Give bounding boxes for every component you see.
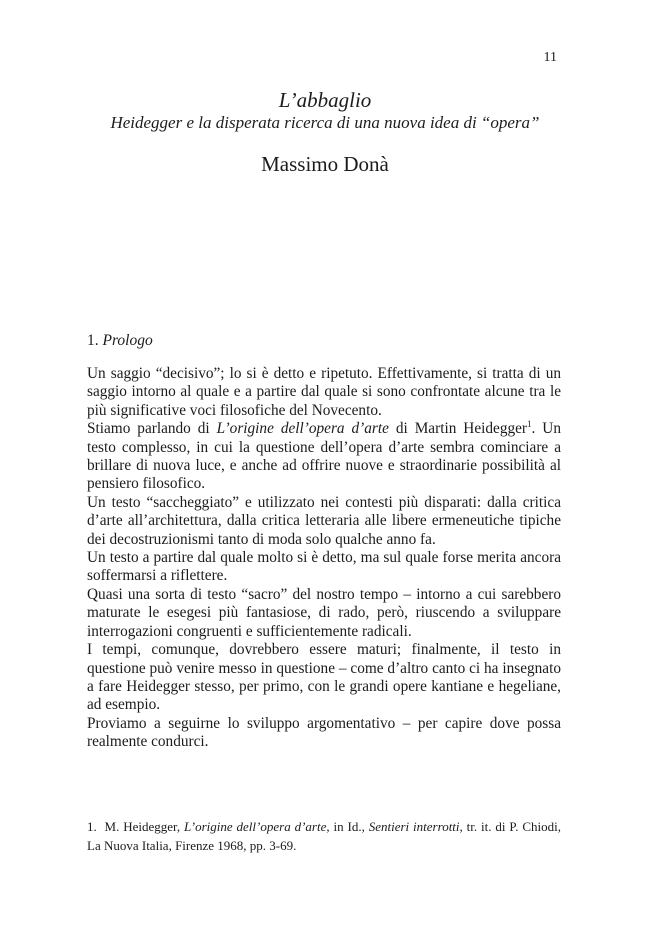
chapter-subtitle: Heidegger e la disperata ricerca di una nuova idea di “opera” bbox=[110, 113, 540, 132]
footnote-number: 1. bbox=[87, 819, 97, 834]
section-title: Prologo bbox=[102, 332, 153, 349]
paragraph-text: di Martin Heidegger bbox=[388, 420, 528, 438]
paragraph: Proviamo a seguirne lo sviluppo argomentativo – per capire dove possa realmente condurci. bbox=[87, 714, 561, 751]
section-number: 1. bbox=[87, 332, 99, 349]
footnote-text: , in Id., bbox=[326, 819, 369, 834]
paragraph: Un testo “saccheggiato” e utilizzato nei contesti più disparati: dalla critica d’arte all’architettura, dalla critica letteraria alle libere ermeneutiche tipiche dei decostruzionismi tanto di moda solo qualche anno fa. bbox=[87, 493, 561, 548]
footnote-text: , tr. it. di P. Chiodi, La Nuova Italia, Firenze 1968, pp. 3-69. bbox=[87, 819, 561, 853]
paragraph-text: Stiamo parlando di bbox=[87, 420, 217, 438]
paragraph bbox=[87, 420, 561, 494]
footnote-reference[interactable]: 1 bbox=[527, 419, 532, 430]
paragraph: Quasi una sorta di testo “sacro” del nostro tempo – intorno a cui sarebbero maturate le esegesi più fantasiose, di rado, però, riuscendo a sviluppare interrogazioni congruenti e sufficientemente radicali. bbox=[87, 585, 561, 640]
footnote-book-title: Sentieri interrotti bbox=[368, 819, 460, 834]
page-number: 11 bbox=[543, 50, 557, 65]
chapter-header bbox=[0, 88, 650, 177]
paragraph: Un testo a partire dal quale molto si è detto, ma sul quale forse merita ancora soffermarsi a riflettere. bbox=[87, 549, 561, 585]
section-heading bbox=[87, 331, 153, 351]
footnote-text: M. Heidegger, bbox=[104, 819, 185, 834]
body-text bbox=[87, 365, 561, 752]
chapter-title: L’abbaglio bbox=[278, 88, 372, 112]
author-name: Massimo Donà bbox=[261, 152, 389, 176]
paragraph-text: . Un testo complesso, in cui la questione dell’opera d’arte sembra cominciare a brillare di nuova luce, e anche ad offrire nuove e straordinarie possibilità al pensiero filosofico. bbox=[87, 420, 561, 493]
footnote bbox=[87, 818, 561, 855]
paragraph: I tempi, comunque, dovrebbero essere maturi; finalmente, il testo in questione può venire messo in questione – come d’altro canto ci ha insegnato a fare Heidegger stesso, per primo, con le grandi opere kantiane e hegeliane, ad esempio. bbox=[87, 641, 561, 714]
cited-work-title: L’origine dell’opera d’arte bbox=[216, 420, 389, 438]
footnote-work-title: L’origine dell’opera d’arte bbox=[184, 819, 327, 834]
paragraph: Un saggio “decisivo”; lo si è detto e ripetuto. Effettivamente, si tratta di un saggio intorno al quale e a partire dal quale si sono confrontate alcune tra le più significative voci filosofiche del Novecento. bbox=[87, 365, 561, 419]
